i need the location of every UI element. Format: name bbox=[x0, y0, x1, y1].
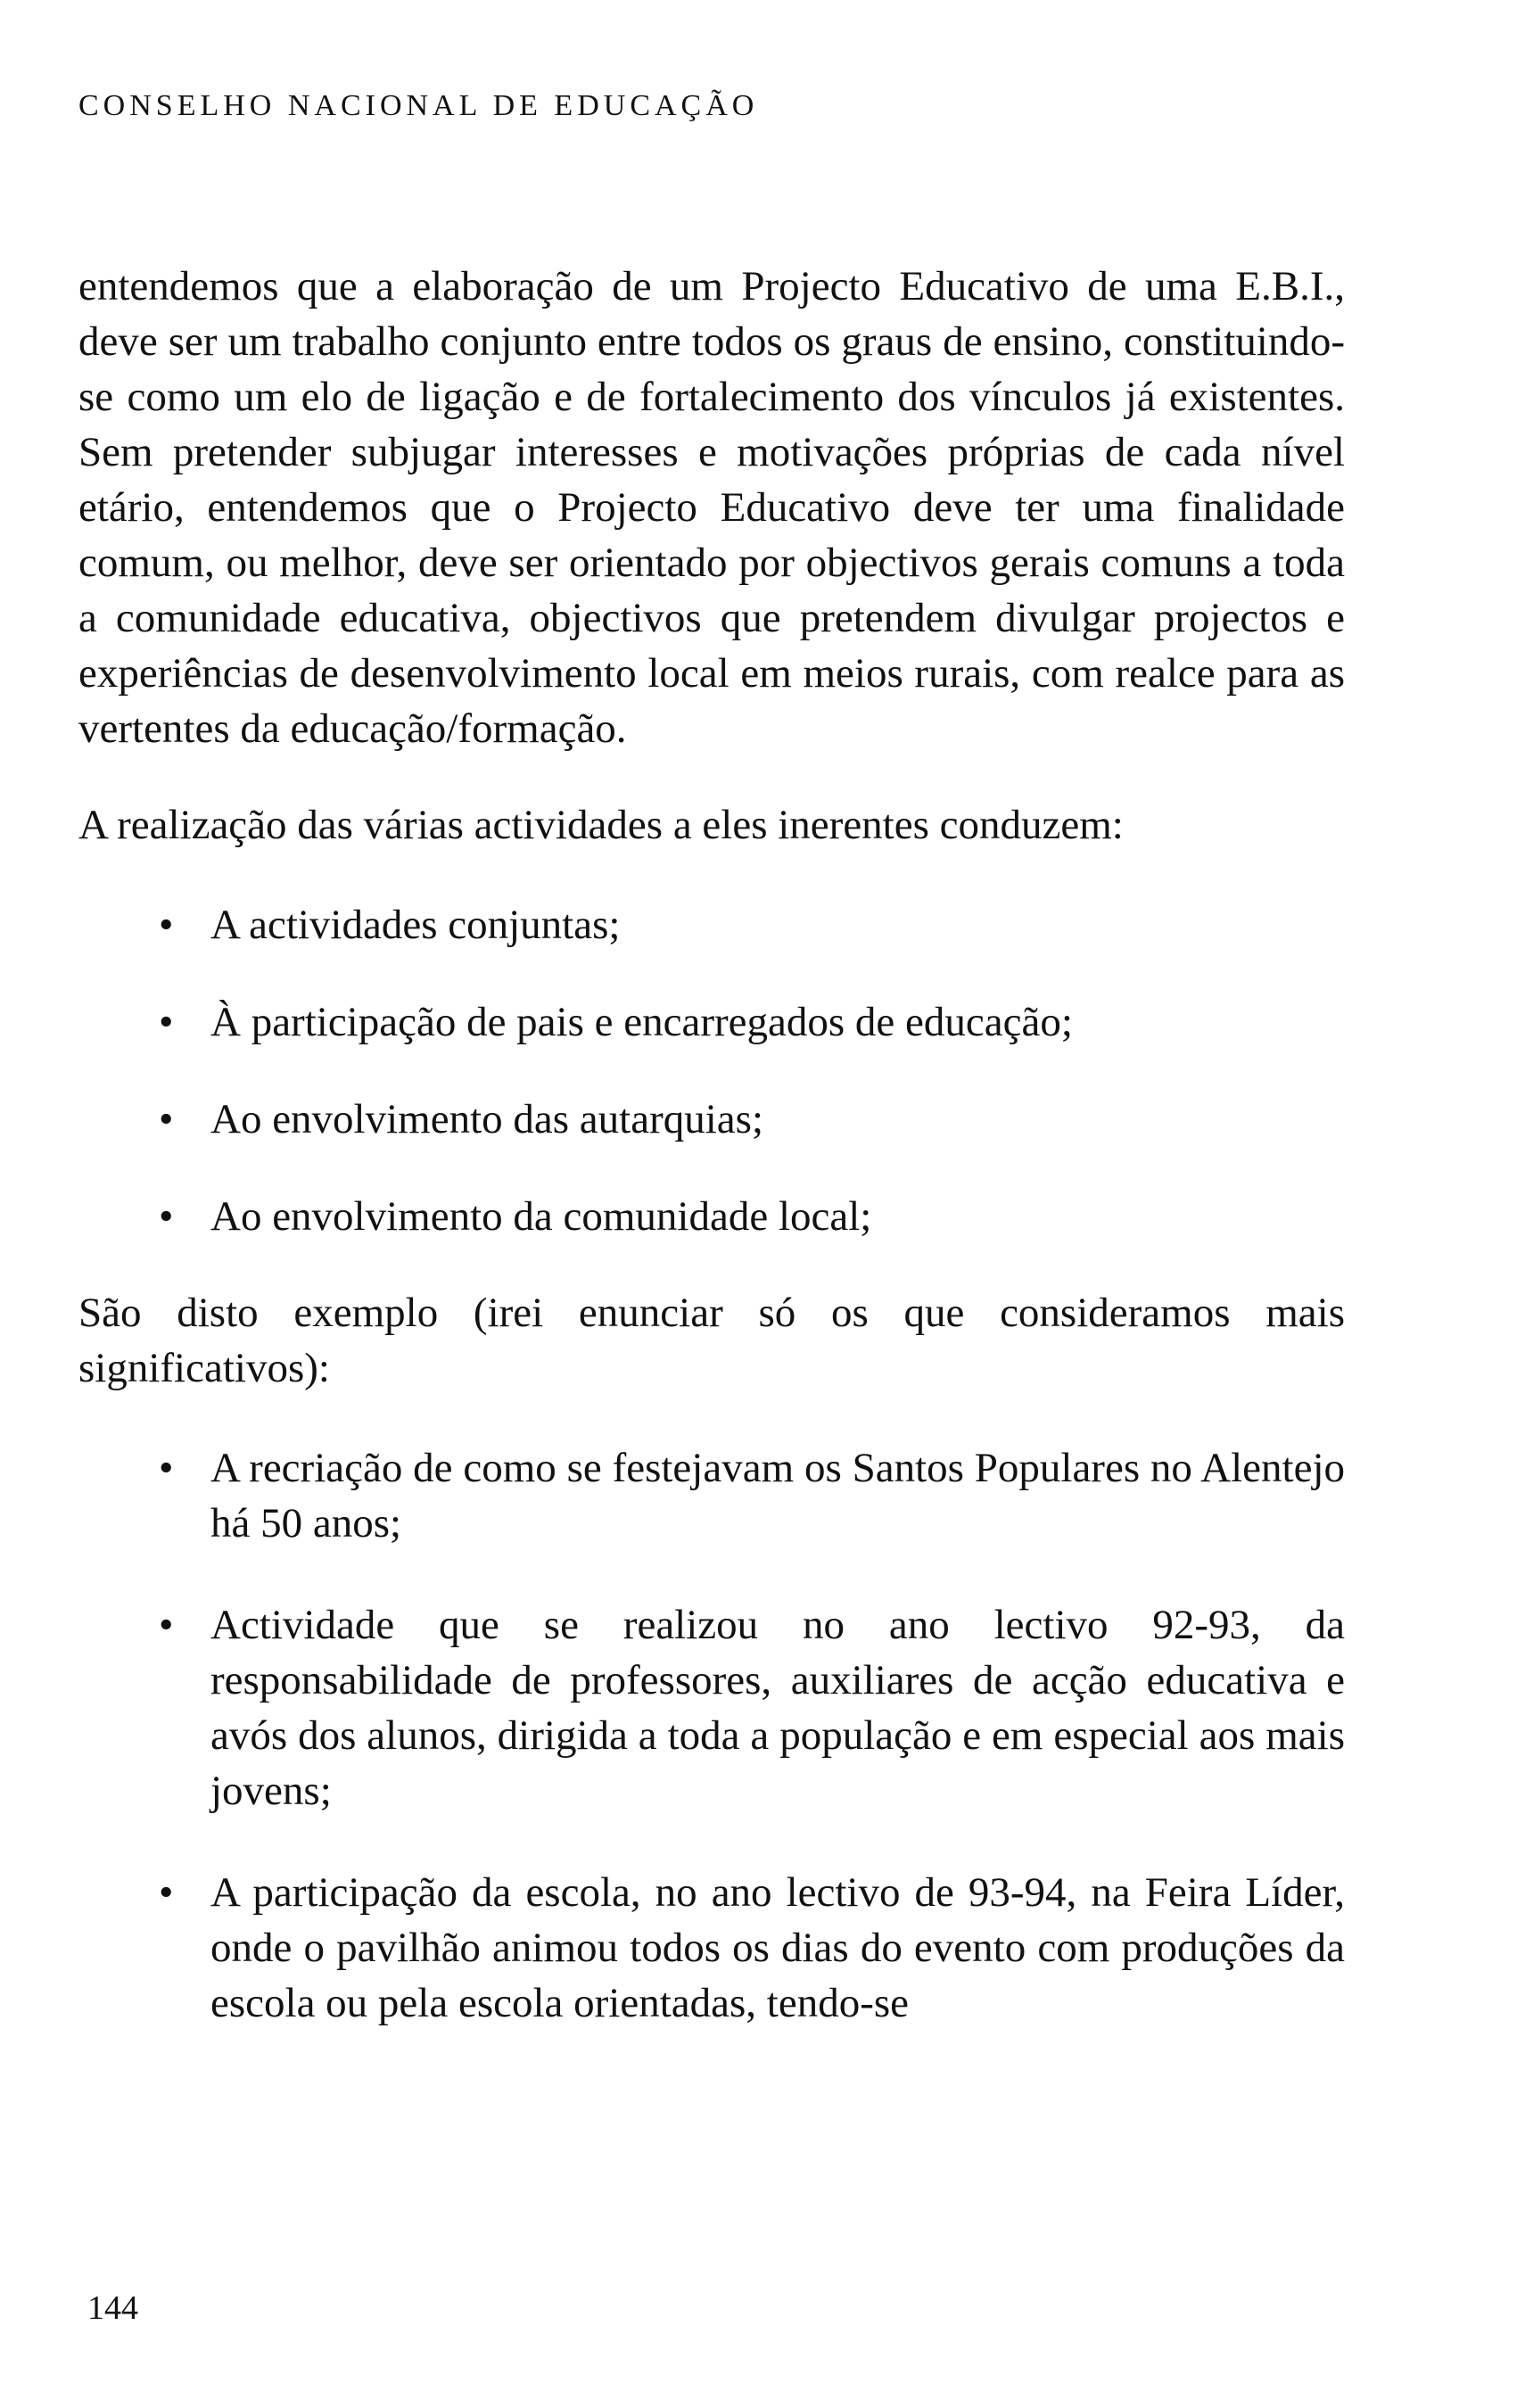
list-item bbox=[78, 1440, 1345, 1551]
bullet-icon: • bbox=[159, 1869, 174, 1916]
bullet-icon: • bbox=[159, 1445, 174, 1491]
bullet-list bbox=[78, 1440, 1345, 2031]
list-item bbox=[78, 994, 1345, 1050]
list-item bbox=[78, 897, 1345, 952]
list-item bbox=[78, 1865, 1345, 2031]
paragraph: São disto exemplo (irei enunciar só os que consideramos mais significativos): bbox=[78, 1290, 1345, 1391]
paragraph: entendemos que a elaboração de um Projecto Educativo de uma E.B.I., deve ser um trabalho conjunto entre todos os graus de ensino, constituindo-se como um elo de ligação e de fortalecimento dos vínculos já existentes. Sem pretender subjugar interesses e motivações próprias de cada nível etário, entendemos que o Projecto Educativo deve ter uma finalidade comum, ou melhor, deve ser orientado por objectivos gerais comuns a toda a comunidade educativa, objectivos que pretendem divulgar projectos e experiências de desenvolvimento local em meios rurais, com realce para as vertentes da educação/formação. bbox=[78, 263, 1345, 752]
list-item-text: Ao envolvimento das autarquias; bbox=[210, 1096, 763, 1142]
list-item bbox=[78, 1189, 1345, 1244]
list-item bbox=[78, 1597, 1345, 1818]
bullet-icon: • bbox=[159, 999, 174, 1045]
bullet-icon: • bbox=[159, 1096, 174, 1142]
page-number: 144 bbox=[87, 2289, 138, 2327]
list-item-text: A actividades conjuntas; bbox=[210, 902, 621, 948]
list-item-text: Actividade que se realizou no ano lectivo 92-93, da responsabilidade de professores, auxiliares de acção educativa e avós dos alunos, dirigida a toda a população e em especial aos mais jovens; bbox=[210, 1602, 1345, 1814]
bullet-list bbox=[78, 897, 1345, 1244]
bullet-icon: • bbox=[159, 1193, 174, 1240]
list-item bbox=[78, 1092, 1345, 1147]
body-text bbox=[78, 259, 1345, 2031]
list-item-text: À participação de pais e encarregados de educação; bbox=[210, 999, 1073, 1045]
bullet-icon: • bbox=[159, 902, 174, 948]
paragraph: A realização das várias actividades a eles inerentes conduzem: bbox=[78, 802, 1124, 848]
bullet-icon: • bbox=[159, 1602, 174, 1648]
list-item-text: Ao envolvimento da comunidade local; bbox=[210, 1193, 872, 1240]
list-item-text: A recriação de como se festejavam os Santos Populares no Alentejo há 50 anos; bbox=[210, 1445, 1345, 1546]
list-item-text: A participação da escola, no ano lectivo de 93-94, na Feira Líder, onde o pavilhão animou todos os dias do evento com produções da escola ou pela escola orientadas, tendo-se bbox=[210, 1869, 1345, 2026]
running-header: CONSELHO NACIONAL DE EDUCAÇÃO bbox=[78, 89, 759, 122]
